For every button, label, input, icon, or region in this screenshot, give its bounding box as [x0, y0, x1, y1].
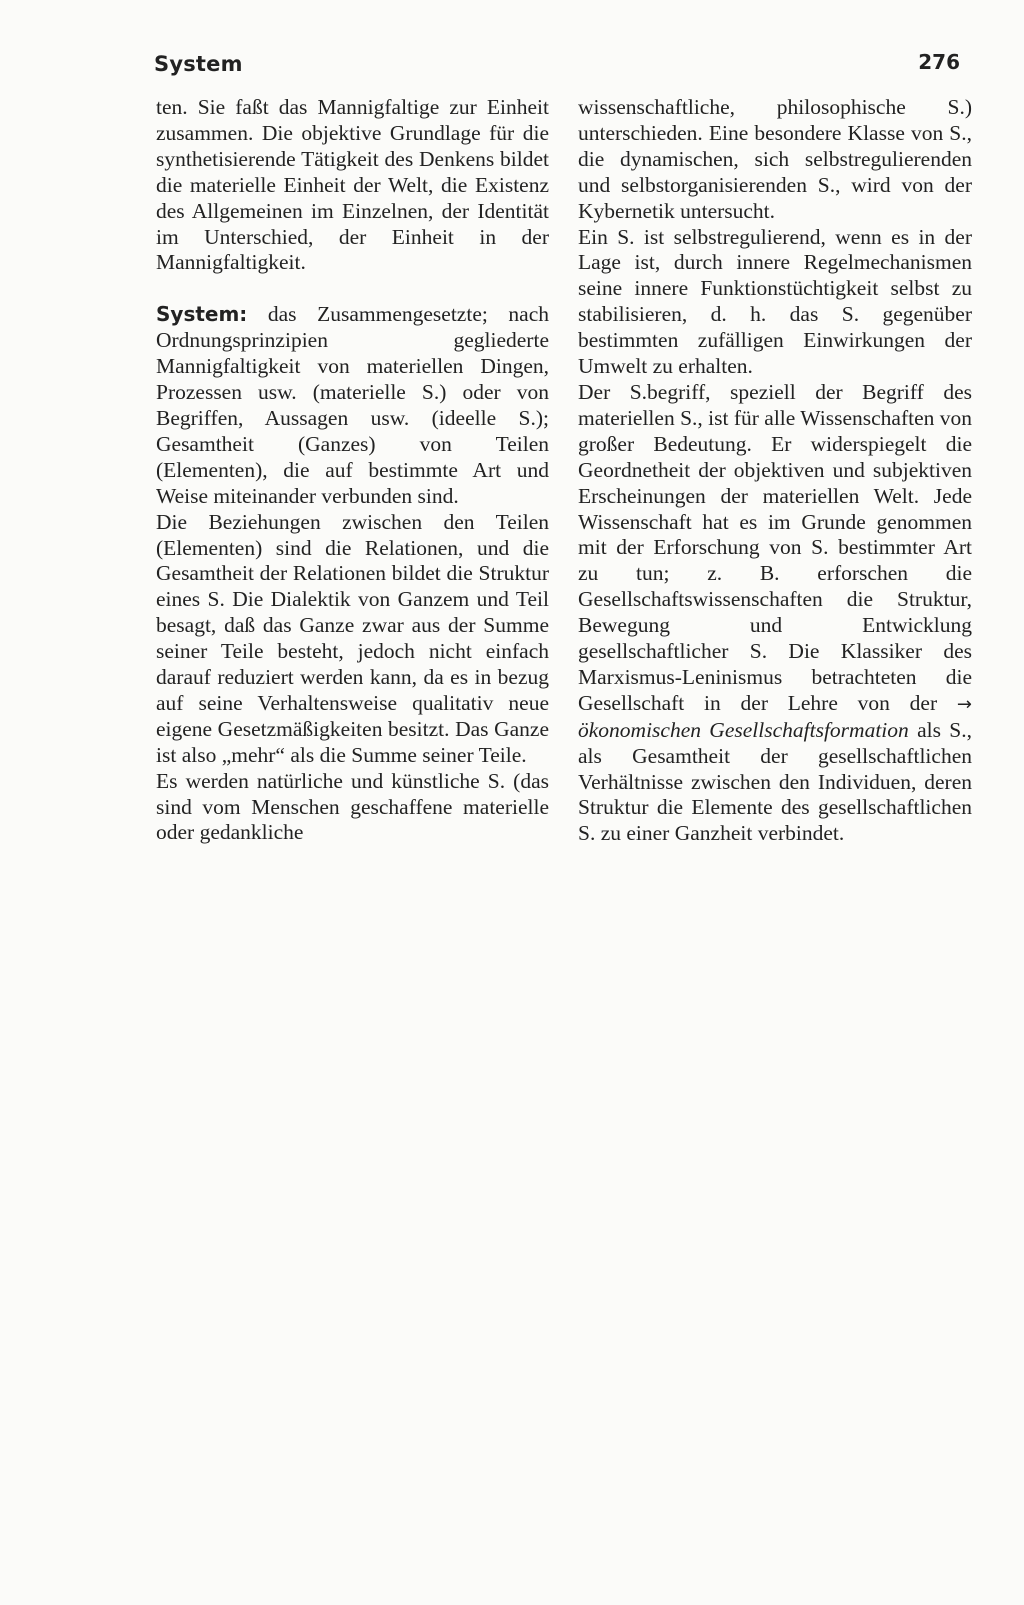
- dictionary-entry: [156, 302, 549, 509]
- left-column: [156, 95, 549, 846]
- paragraph-concept: [578, 380, 972, 847]
- entry-gap: [156, 276, 549, 302]
- continuation-paragraph: ten. Sie faßt das Mannigfaltige zur Einheit zusammen. Die objektive Grundlage für die synthetisierende Tätigkeit des Denkens bildet die materielle Einheit der Welt, die Existenz des Allgemeinen im Einzelnen, der Identität im Unterschied, der Einheit in der Mannigfaltigkeit.: [156, 95, 549, 275]
- running-head: System: [154, 52, 243, 76]
- page-number: 276: [918, 50, 960, 74]
- right-arrow-icon: →: [956, 693, 972, 715]
- right-column: [578, 95, 972, 847]
- cross-reference-link[interactable]: ökonomischen Gesellschaftsformation: [578, 717, 909, 742]
- concept-text-end: als S., als Gesamtheit der gesellschaftlichen Verhältnisse zwischen den Individuen, deren Struktur die Elemente des gesellschaftlichen S. zu einer Ganzheit verbindet.: [578, 717, 972, 846]
- entry-headword: System:: [156, 302, 248, 327]
- entry-definition: das Zusammengesetzte; nach Ordnungsprinzipien gegliederte Mannigfaltigkeit von materiellen Dingen, Prozessen usw. (materielle S.) oder von Begriffen, Aussagen usw. (ideelle S.); Gesamtheit (Ganzes) von Teilen (Elementen), die auf bestimmte Art und Weise miteinander verbunden sind.: [156, 302, 549, 508]
- paragraph-natural-artificial: Es werden natürliche und künstliche S. (das sind vom Menschen geschaffene materielle oder gedankliche: [156, 768, 549, 845]
- paragraph-selfregulating: Ein S. ist selbstregulierend, wenn es in der Lage ist, durch innere Regelmechanismen seine innere Funktionstüchtigkeit selbst zu stabilisieren, d. h. das S. gegenüber bestimmten zufälligen Einwirkungen der Umwelt zu erhalten.: [578, 224, 972, 379]
- concept-text-start: Der S.begriff, speziell der Begriff des materiellen S., ist für alle Wissenschaften von großer Bedeutung. Er widerspiegelt die Geordnetheit der objektiven und subjektiven Erscheinungen der materiellen Welt. Jede Wissenschaft hat es im Grunde genommen mit der Erforschung von S. bestimmter Art zu tun; z. B. erforschen die Gesellschaftswissenschaften die Struktur, Bewegung und Entwicklung gesellschaftlicher S. Die Klassiker des Marxismus-Leninismus betrachteten die Gesellschaft in der Lehre von der: [578, 379, 972, 715]
- page-header: [154, 50, 960, 84]
- paragraph-classes: wissenschaftliche, philosophische S.) unterschieden. Eine besondere Klasse von S., die dynamischen, sich selbstregulierenden und selbstorganisierenden S., wird von der Kybernetik untersucht.: [578, 95, 972, 223]
- paragraph-relations: Die Beziehungen zwischen den Teilen (Elementen) sind die Relationen, und die Gesamtheit der Relationen bildet die Struktur eines S. Die Dialektik von Ganzem und Teil besagt, daß das Ganze zwar aus der Summe seiner Teile besteht, jedoch nicht einfach darauf reduziert werden kann, da es in bezug auf seine Verhaltensweise qualitativ neue eigene Gesetzmäßigkeiten besitzt. Das Ganze ist also „mehr“ als die Summe seiner Teile.: [156, 509, 549, 767]
